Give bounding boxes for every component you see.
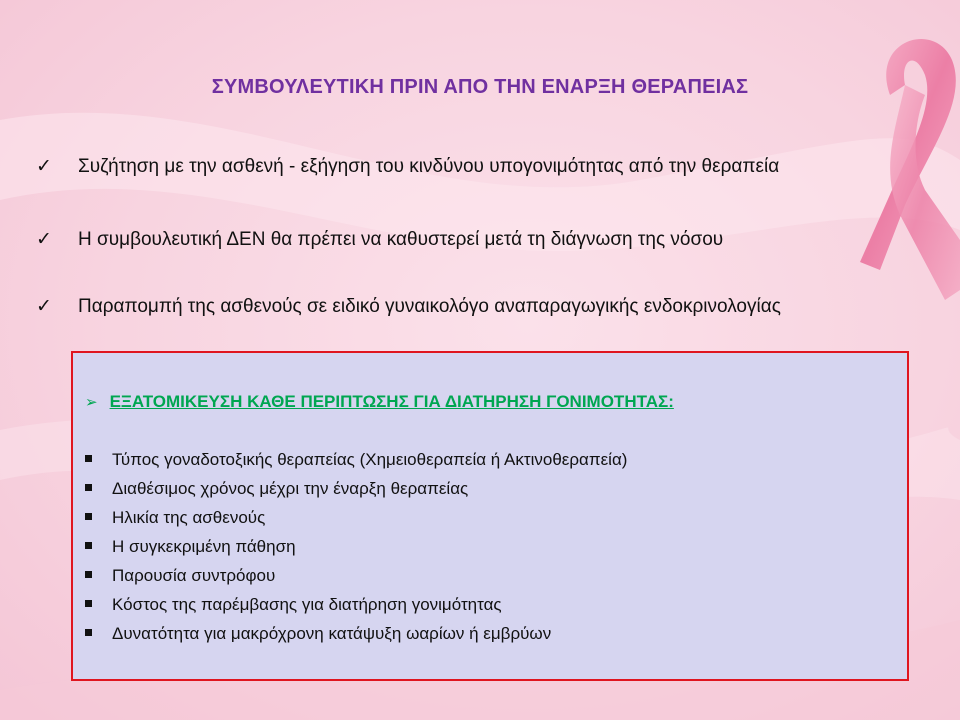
check-icon: ✓ — [36, 155, 52, 177]
list-item — [85, 508, 265, 528]
check-icon: ✓ — [36, 228, 52, 250]
square-bullet-icon — [85, 484, 92, 491]
list-item — [85, 479, 468, 499]
bullet-text: Συζήτηση με την ασθενή - εξήγηση του κινδύνου υπογονιμότητας από την θεραπεία — [78, 156, 780, 177]
square-bullet-icon — [85, 600, 92, 607]
list-item — [85, 595, 502, 615]
list-item-text: Ηλικία της ασθενούς — [112, 508, 266, 527]
check-icon: ✓ — [36, 295, 52, 317]
list-item — [85, 537, 296, 557]
list-item-text: Η συγκεκριμένη πάθηση — [112, 537, 296, 556]
list-item — [85, 450, 627, 470]
square-bullet-icon — [85, 571, 92, 578]
box-heading-text: ΕΞΑΤΟΜΙΚΕΥΣΗ ΚΑΘΕ ΠΕΡΙΠΤΩΣΗΣ ΓΙΑ ΔΙΑΤΗΡΗΣΗ ΓΟΝΙΜΟΤΗΤΑΣ: — [109, 392, 674, 411]
box-heading — [85, 392, 674, 412]
bullet-item — [36, 228, 936, 251]
page-title: ΣΥΜΒΟΥΛΕΥΤΙΚΗ ΠΡΙΝ ΑΠΟ ΤΗΝ ΕΝΑΡΞΗ ΘΕΡΑΠΕΙΑΣ — [211, 76, 749, 98]
list-item-text: Τύπος γοναδοτοξικής θεραπείας (Χημειοθεραπεία ή Ακτινοθεραπεία) — [112, 450, 628, 469]
list-item-text: Παρουσία συντρόφου — [112, 566, 276, 585]
fertility-criteria-box — [71, 351, 909, 681]
list-item-text: Δυνατότητα για μακρόχρονη κατάψυξη ωαρίων ή εμβρύων — [112, 624, 552, 643]
square-bullet-icon — [85, 629, 92, 636]
square-bullet-icon — [85, 542, 92, 549]
list-item — [85, 624, 551, 644]
bullet-item — [36, 295, 936, 318]
bullet-text: Παραπομπή της ασθενούς σε ειδικό γυναικολόγο αναπαραγωγικής ενδοκρινολογίας — [78, 296, 781, 317]
bullet-item — [36, 155, 936, 178]
list-item-text: Διαθέσιμος χρόνος μέχρι την έναρξη θεραπείας — [112, 479, 469, 498]
bullet-text: Η συμβουλευτική ΔΕΝ θα πρέπει να καθυστερεί μετά τη διάγνωση της νόσου — [78, 229, 724, 250]
list-item-text: Κόστος της παρέμβασης για διατήρηση γονιμότητας — [112, 595, 502, 614]
list-item — [85, 566, 275, 586]
square-bullet-icon — [85, 455, 92, 462]
square-bullet-icon — [85, 513, 92, 520]
arrow-bullet-icon: ➢ — [85, 393, 98, 411]
